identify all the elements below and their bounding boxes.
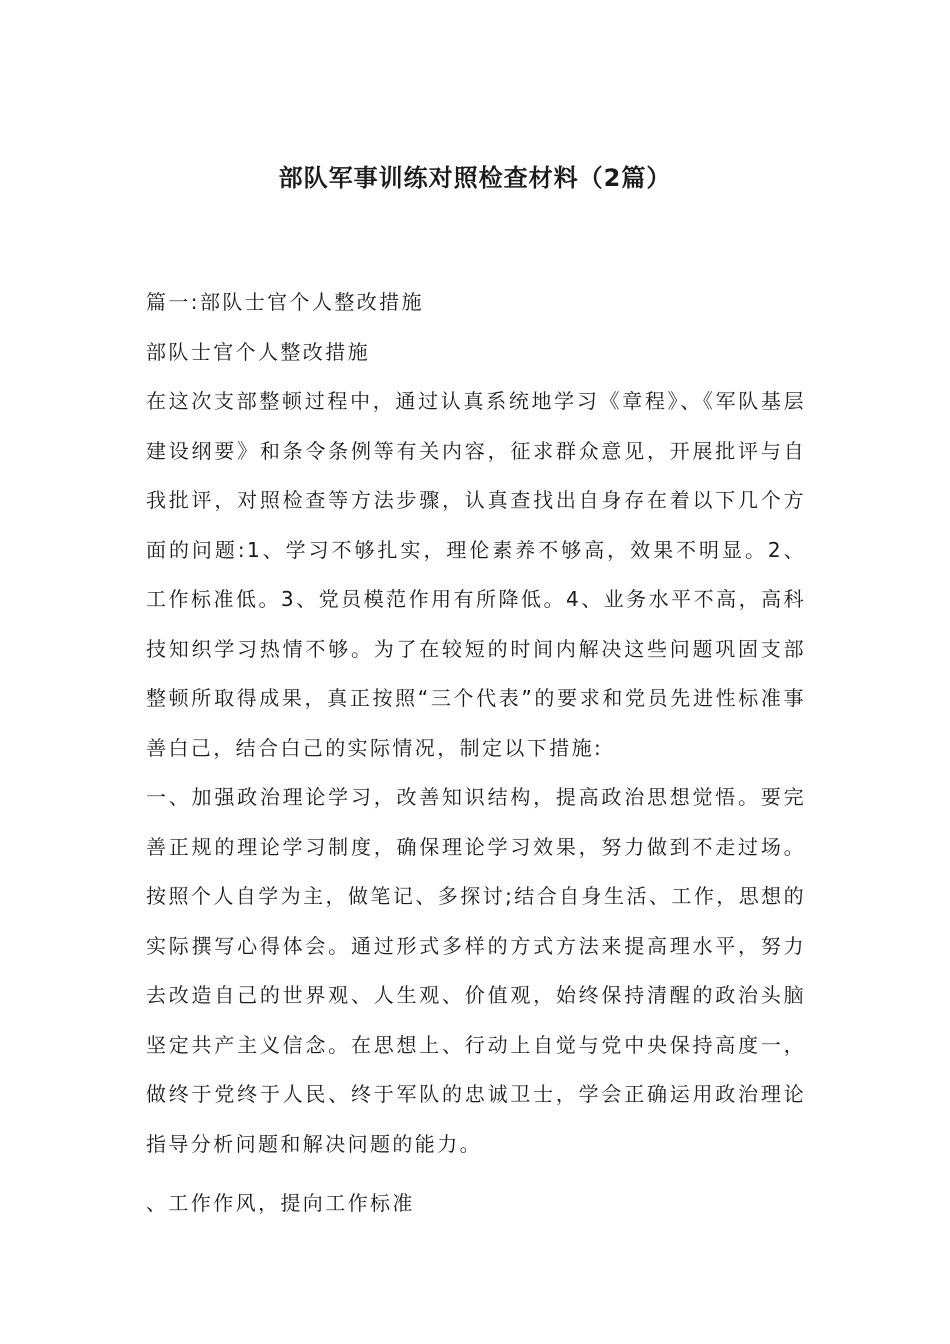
body-paragraph-intro: 在这次支部整顿过程中，通过认真系统地学习《章程》、《军队基层建设纲要》和条令条例等有关内容，征求群众意见，开展批评与自我批评，对照检查等方法步骤，认真查找出自身存在着以下几个方面的问题:1、学习不够扎实，理伦素养不够高，效果不明显。2、工作标准低。3、党员模范作用有所降低。4、业务水平不高，高科技知织学习热情不够。为了在较短的时间内解决这些问题巩固支部整顿所取得成果，真正按照“三个代表”的要求和党员先进性标准事善白己，结合白己的实际情况，制定以下措施: [146,389,806,760]
body-paragraph-measure-1: 一、加强政治理论学习，改善知识结构，提高政治思想觉悟。要完善正规的理论学习制度，确保理论学习效果，努力做到不走过场。按照个人自学为主，做笔记、多探讨;结合自身生活、工作，思想的实际撰写心得体会。通过形式多样的方式方法来提高理水平，努力去改造自己的世界观、人生观、价值观，始终保持清醒的政治头脑坚定共产主义信念。在思想上、行动上自觉与党中央保持高度一，做终于党终于人民、终于军队的忠诚卫士，学会正确运用政治理论指导分析问题和解决问题的能力。 [146,785,806,1156]
subsection-heading: 部队士官个人整改措施 [146,339,370,364]
document-title: 部队军事训练对照检查材料（2篇） [278,164,672,192]
section-heading: 篇一:部队士官个人整改措施 [146,290,424,314]
document-body [146,278,806,1229]
body-paragraph-measure-2: 、工作作风，提向工作标准 [146,1191,415,1215]
